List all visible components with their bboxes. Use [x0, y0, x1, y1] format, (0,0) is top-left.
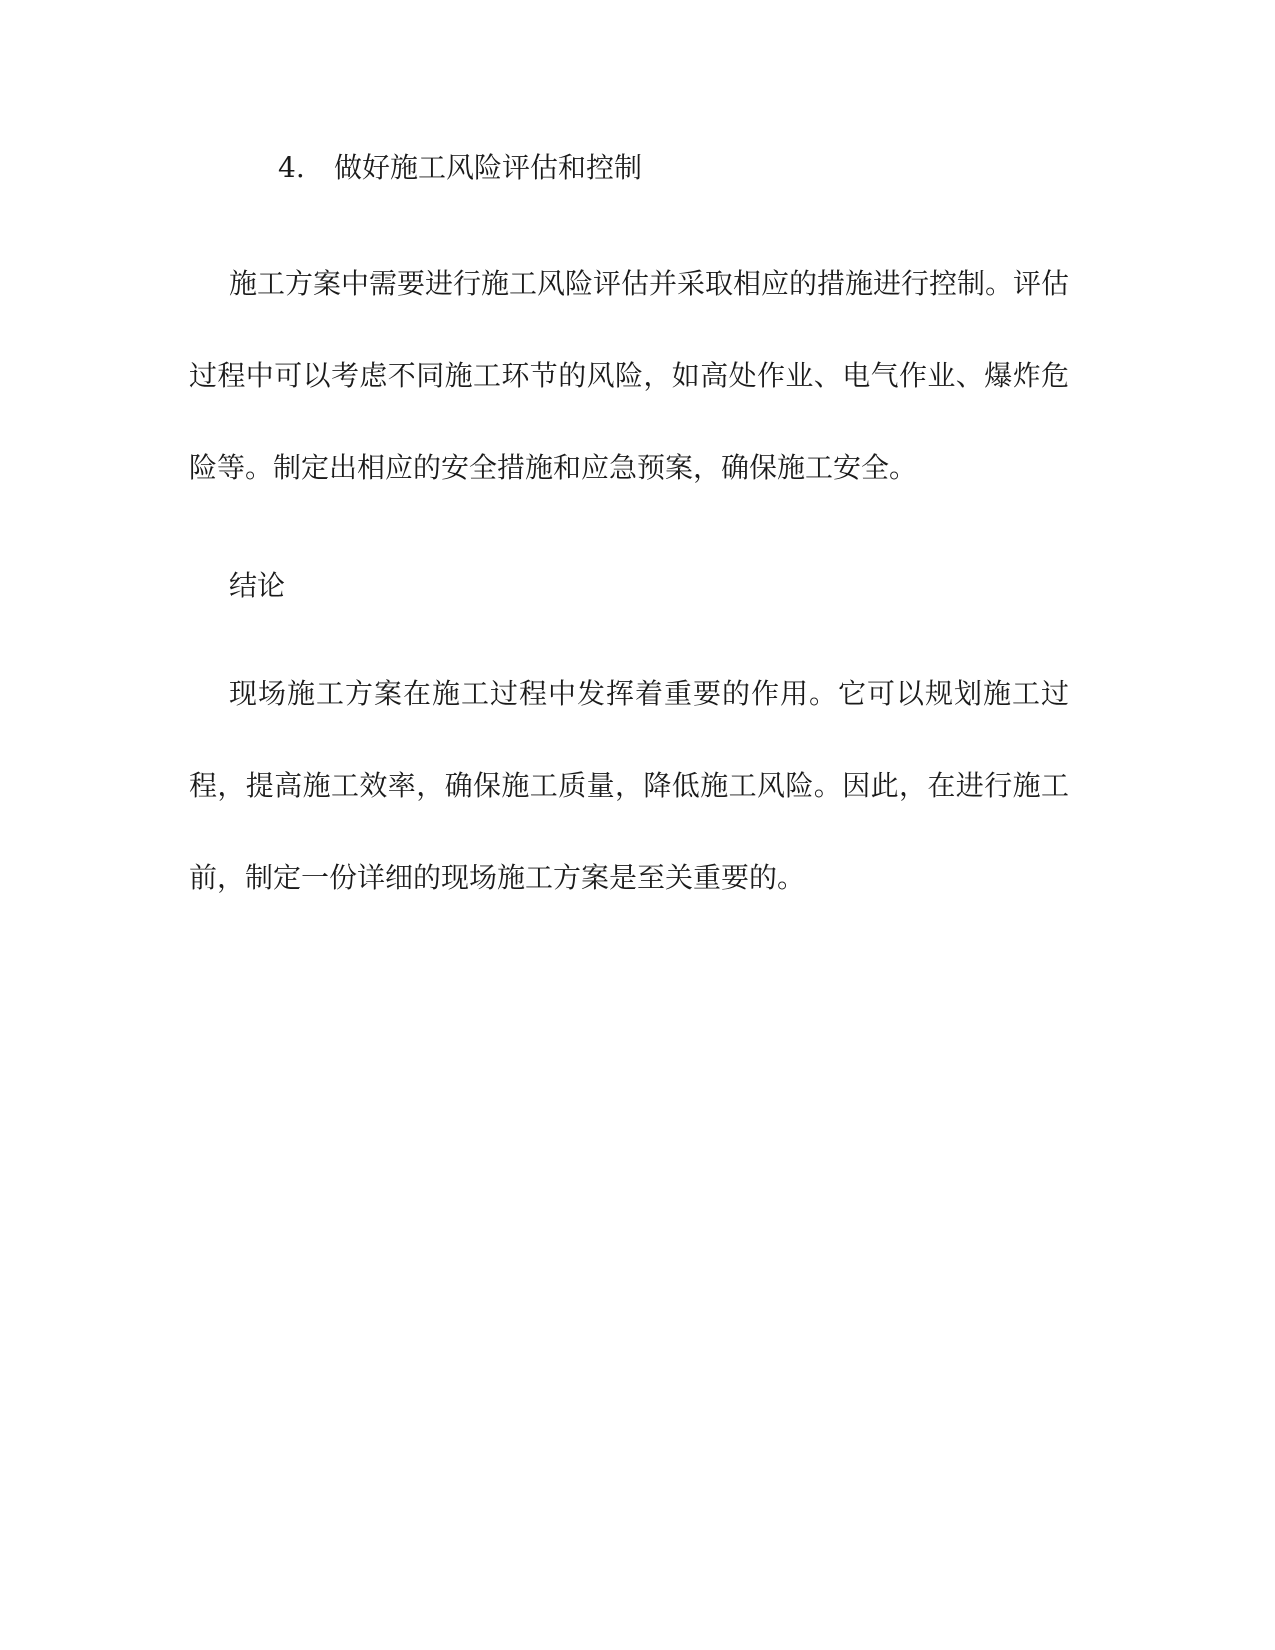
- section-number: 4.: [278, 151, 305, 184]
- section-paragraph: 施工方案中需要进行施工风险评估并采取相应的措施进行控制。评估过程中可以考虑不同施工环节的风险，如高处作业、电气作业、爆炸危险等。制定出相应的安全措施和应急预案，确保施工安全。: [189, 267, 1070, 484]
- section-heading: [278, 140, 642, 196]
- conclusion-heading: 结论: [229, 569, 286, 602]
- section-title: 做好施工风险评估和控制: [334, 151, 643, 184]
- conclusion-paragraph: 现场施工方案在施工过程中发挥着重要的作用。它可以规划施工过程，提高施工效率，确保施工质量，降低施工风险。因此，在进行施工前，制定一份详细的现场施工方案是至关重要的。: [189, 677, 1069, 894]
